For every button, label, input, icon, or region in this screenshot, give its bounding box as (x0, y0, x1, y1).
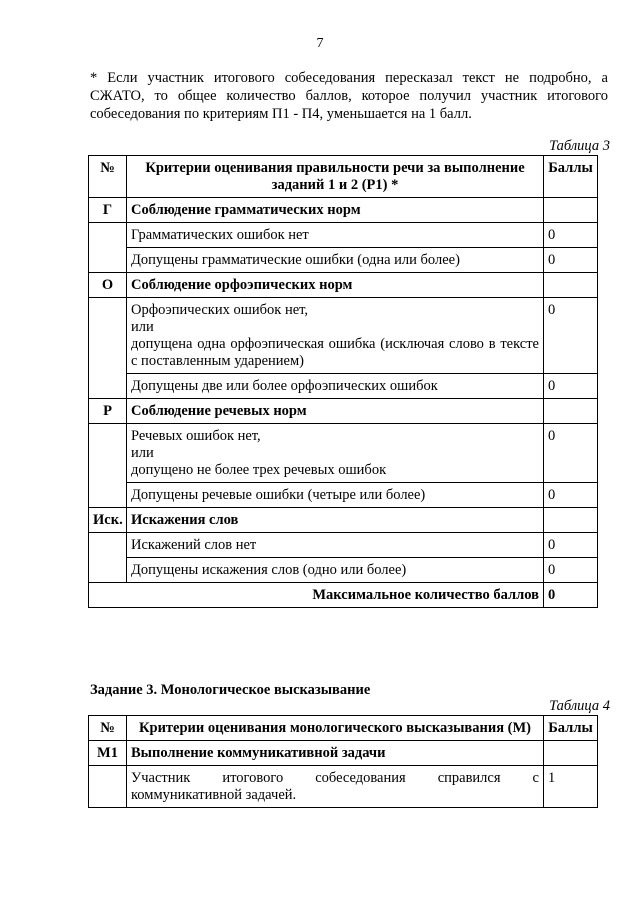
section-code: Иск. (89, 508, 127, 533)
total-points: 0 (544, 583, 598, 608)
criterion-points: 0 (544, 374, 598, 399)
blank-num-cell (89, 533, 127, 583)
table-row (89, 533, 598, 558)
criterion-points: 0 (544, 533, 598, 558)
criterion-line: или (131, 319, 154, 335)
section-code: М1 (89, 741, 127, 766)
table-header-row (89, 156, 598, 198)
section-code: Р (89, 399, 127, 424)
total-row (89, 583, 598, 608)
section-points-empty (544, 508, 598, 533)
section-row-speech (89, 399, 598, 424)
header-points: Баллы (544, 716, 598, 741)
criterion-points: 0 (544, 223, 598, 248)
section-title: Соблюдение речевых норм (127, 399, 544, 424)
criterion-line: допущено не более трех речевых ошибок (131, 462, 387, 478)
section-row-communicative-task (89, 741, 598, 766)
section-title: Соблюдение орфоэпических норм (127, 273, 544, 298)
table-header-row (89, 716, 598, 741)
task3-title: Задание 3. Монологическое высказывание (90, 682, 371, 698)
header-num: № (89, 716, 127, 741)
criterion-text (127, 424, 544, 483)
blank-num-cell (89, 766, 127, 808)
section-row-orthoepy (89, 273, 598, 298)
criterion-points: 0 (544, 298, 598, 374)
section-title: Искажения слов (127, 508, 544, 533)
criterion-text: Участник итогового собеседования справился с коммуникативной задачей. (127, 766, 544, 808)
header-criteria: Критерии оценивания монологического высказывания (М) (127, 716, 544, 741)
criterion-text: Грамматических ошибок нет (127, 223, 544, 248)
criterion-points: 0 (544, 424, 598, 483)
table-row (89, 424, 598, 483)
section-row-distortions (89, 508, 598, 533)
criterion-line: допущена одна орфоэпическая ошибка (исключая слово в тексте с поставленным ударением) (131, 336, 539, 369)
section-points-empty (544, 399, 598, 424)
criterion-points: 0 (544, 558, 598, 583)
section-points-empty (544, 198, 598, 223)
table-row (89, 248, 598, 273)
table-row (89, 558, 598, 583)
section-title: Выполнение коммуникативной задачи (127, 741, 544, 766)
criterion-text: Искажений слов нет (127, 533, 544, 558)
section-points-empty (544, 273, 598, 298)
section-title: Соблюдение грамматических норм (127, 198, 544, 223)
criterion-points: 1 (544, 766, 598, 808)
criterion-text: Допущены искажения слов (одно или более) (127, 558, 544, 583)
section-code: О (89, 273, 127, 298)
criterion-text: Допущены грамматические ошибки (одна или более) (127, 248, 544, 273)
blank-num-cell (89, 223, 127, 273)
criteria-table-monologue (88, 715, 598, 808)
table-row (89, 298, 598, 374)
criterion-text: Допущены речевые ошибки (четыре или более) (127, 483, 544, 508)
criterion-points: 0 (544, 483, 598, 508)
page-number: 7 (316, 36, 324, 51)
criterion-line: Речевых ошибок нет, (131, 428, 261, 444)
header-num: № (89, 156, 127, 198)
criterion-text: Допущены две или более орфоэпических ошибок (127, 374, 544, 399)
criterion-points: 0 (544, 248, 598, 273)
blank-num-cell (89, 424, 127, 508)
header-points: Баллы (544, 156, 598, 198)
criterion-line: или (131, 445, 154, 461)
table-row (89, 766, 598, 808)
blank-num-cell (89, 298, 127, 399)
total-label: Максимальное количество баллов (89, 583, 544, 608)
table3-caption: Таблица 3 (549, 138, 610, 154)
criterion-text (127, 298, 544, 374)
section-row-grammar (89, 198, 598, 223)
criterion-line: Орфоэпических ошибок нет, (131, 302, 309, 318)
section-points-empty (544, 741, 598, 766)
criteria-table-speech-correctness (88, 155, 598, 608)
table-row (89, 374, 598, 399)
table-row (89, 223, 598, 248)
table4-caption: Таблица 4 (549, 698, 610, 714)
section-code: Г (89, 198, 127, 223)
header-criteria: Критерии оценивания правильности речи за выполнение заданий 1 и 2 (Р1) * (127, 156, 544, 198)
table-row (89, 483, 598, 508)
footnote-paragraph: * Если участник итогового собеседования пересказал текст не подробно, а СЖАТО, то общее количество баллов, которое получил участник итогового собеседования по критериям П1 - П4, уменьшается на 1 балл. (90, 70, 608, 122)
